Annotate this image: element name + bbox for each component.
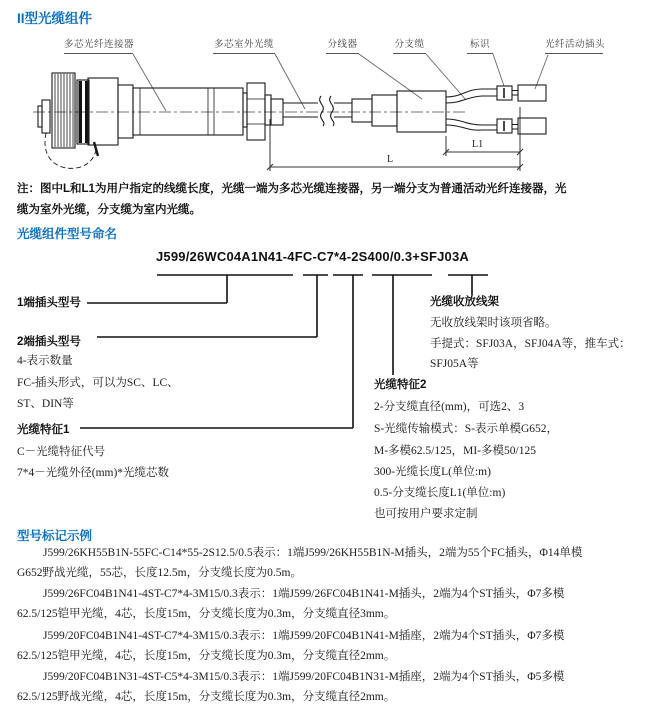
label-splitter: 分线器 [326,40,359,54]
plug2-line-1: 4-表示数量 [17,355,73,367]
label-marker: 标识 [467,40,493,54]
reel-line-1: 无收放线架时该项省略。 [430,317,557,329]
example-2-line-2: 62.5/125铠甲光缆，4芯，长度15m，分支缆长度为0.3m，分支缆直径3mm。 [17,608,396,620]
dimension-l-label: L [387,154,394,165]
cable2-line-3: M-多模62.5/125，MI-多模50/125 [374,445,536,457]
label-multicore-connector: 多芯光纤连接器 [64,40,133,54]
example-4-line-2: 62.5/125野战光缆，4芯，长度15m，分支缆长度为0.3m，分支缆直径2mm。 [17,691,396,703]
cable2-line-4: 300-光缆长度L(单位:m) [374,466,491,478]
dimension-lines [267,107,523,171]
reel-line-2: 手提式：SFJ03A，SFJ04A等，推车式： [430,338,631,350]
branch-markers-and-plugs [497,85,546,134]
model-number: J599/26WC04A1N41-4FC-C7*4-2S400/0.3+SFJ03A [156,249,469,264]
cable1-title: 光缆特征1 [17,424,70,436]
cable-assembly-diagram [0,0,645,185]
cable-break-mark [330,96,334,126]
examples-section-heading: 型号标记示例 [17,529,93,543]
main-cable [283,95,397,126]
label-outdoor-cable: 多芯室外光缆 [213,40,275,54]
branch-cables [446,89,518,130]
dimension-l1-label: L1 [472,139,484,150]
naming-section-heading: 光缆组件型号命名 [17,227,118,241]
splitter-box [397,91,446,132]
cable2-title: 光缆特征2 [374,379,427,391]
note-line-2: 缆为室外光缆，分支缆为室内光缆。 [17,204,201,216]
connector-body [38,73,283,168]
reel-title: 光缆收放线架 [430,296,499,308]
label-branch-cable: 分支缆 [393,40,426,54]
cable1-line-1: C－光缆特征代号 [17,446,106,458]
plug2-line-3: ST、DIN等 [17,398,74,410]
plug2-title: 2端插头型号 [17,336,81,348]
cable-break-mark [320,96,324,126]
example-2-line-1: J599/26FC04B1N41-4ST-C7*4-3M15/0.3表示：1端J599/26FC04B1N41-M插头，2端为4个ST插头，Φ7多模 [43,588,565,600]
note-line-1: 注：图中L和L1为用户指定的线缆长度，光缆一端为多芯光缆连接器，另一端分支为普通活动光纤连接器，光 [17,183,567,195]
cable2-line-1: 2-分支缆直径(mm)，可选2、3 [374,401,525,413]
cable2-line-5: 0.5-分支缆长度L1(单位:m) [374,487,506,499]
cable2-line-2: S-光缆传输模式：S-表示单模G652， [374,423,559,435]
example-1-line-2: G652野战光缆，55芯，长度12.5m，分支缆长度为0.5m。 [17,567,302,579]
label-fiber-plug: 光纤活动插头 [545,40,603,54]
page-title: II型光缆组件 [17,11,93,26]
plug1-title: 1端插头型号 [17,297,81,309]
example-3-line-1: J599/20FC04B1N41-4ST-C7*4-3M15/0.3表示：1端J599/20FC04B1N41-M插座，2端为4个ST插头，Φ7多模 [43,630,565,642]
example-4-line-1: J599/20FC04B1N31-4ST-C5*4-3M15/0.3表示：1端J599/20FC04B1N31-M插座，2端为4个ST插头，Φ5多模 [43,671,565,683]
cap-chain [45,133,96,168]
plug2-line-2: FC-插头形式，可以为SC、LC、 [17,377,179,389]
cable2-line-6: 也可按用户要求定制 [374,508,478,520]
cable1-line-2: 7*4－光缆外径(mm)*光缆芯数 [17,467,170,479]
example-1-line-1: J599/26KH55B1N-55FC-C14*55-2S12.5/0.5表示：1端J599/26KH55B1N-M插头，2端为55个FC插头，Φ14单模 [43,547,583,559]
example-3-line-2: 62.5/125铠甲光缆，4芯，长度15m，分支缆长度为0.3m，分支缆直径2mm。 [17,650,396,662]
reel-line-3: SFJ05A等 [430,358,479,370]
leader-lines [133,54,548,111]
